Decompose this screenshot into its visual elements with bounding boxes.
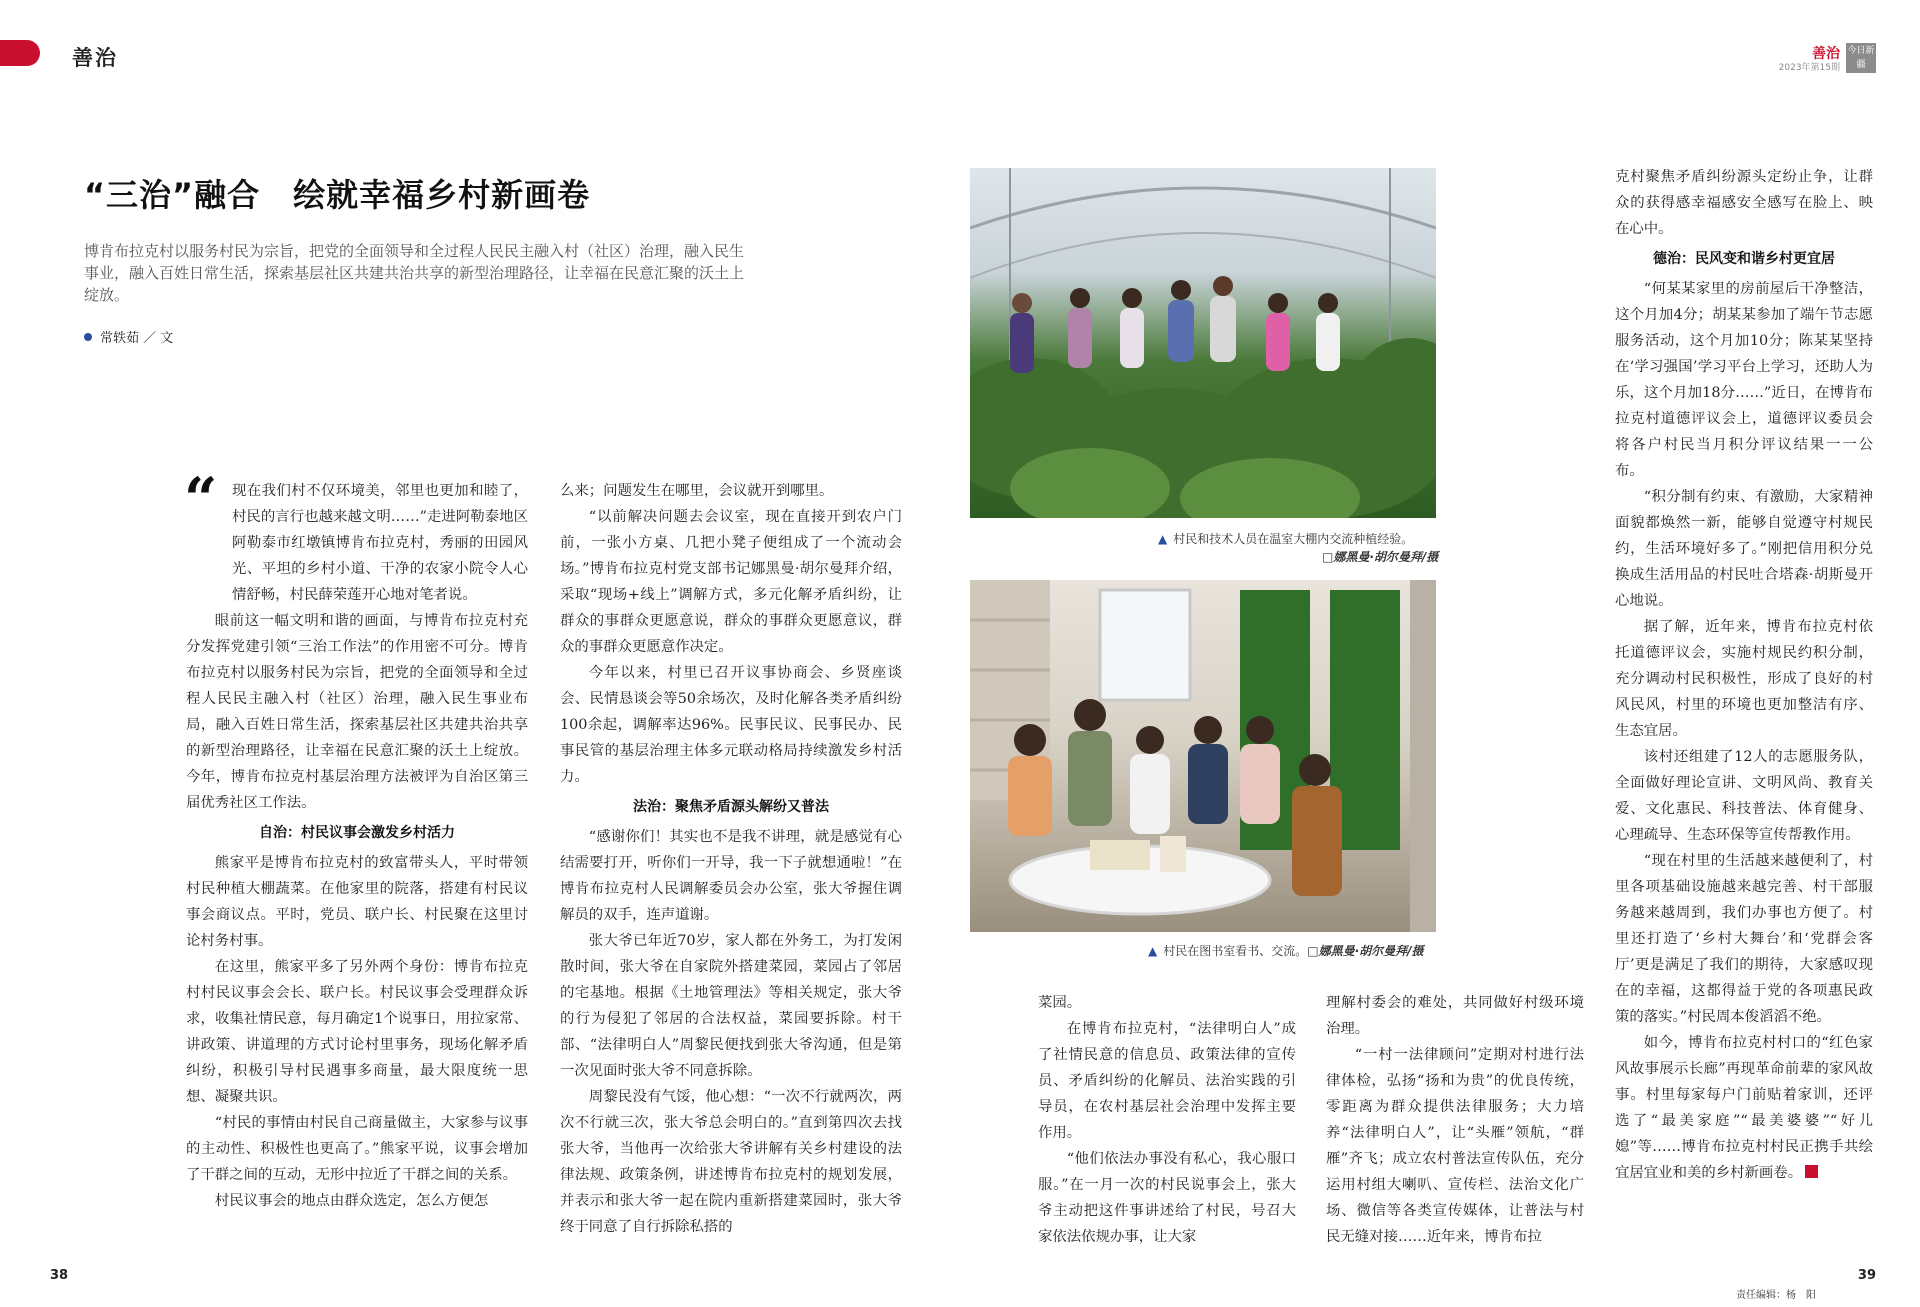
- article-title: “三治”融合 绘就幸福乡村新画卷: [84, 176, 591, 214]
- column-4: [1326, 990, 1584, 1250]
- header-right: [1756, 43, 1876, 73]
- paragraph: “何某某家里的房前屋后干净整洁，这个月加4分；胡某某参加了端午节志愿服务活动，这个月加10分；陈某某坚持在‘学习强国’学习平台上学习，还助人为乐，这个月加18分……”近日，在博肯布拉克村道德评议会上，道德评议委员会将各户村民当月积分评议结果一一公布。: [1615, 281, 1873, 479]
- photo2-caption-text: 村民在图书室看书、交流。: [1163, 944, 1308, 958]
- paragraph: 眼前这一幅文明和谐的画面，与博肯布拉克村充分发挥党建引领“三治工作法”的作用密不可分。博肯布拉克村以服务村民为宗旨，把党的全面领导和全过程人民民主融入村（社区）治理，融入民生事业布局，融入百姓日常生活，探索基层社区共建共治共享的新型治理路径，让幸福在民意汇聚的沃土上绽放。今年，博肯布拉克村基层治理方法被评为自治区第三届优秀社区工作法。: [186, 613, 528, 811]
- paragraph: “现在村里的生活越来越便利了，村里各项基础设施越来越完善、村干部服务越来越周到，我们办事也方便了。村里还打造了‘乡村大舞台’和‘党群会客厅’更是满足了我们的期待，大家感叹现在的幸福，这都得益于党的各项惠民政策的落实。”村民周本俊滔滔不绝。: [1615, 853, 1873, 1025]
- paragraph: 据了解，近年来，博肯布拉克村依托道德评议会，实施村规民约积分制，充分调动村民积极性，形成了良好的村风民风，村里的环境也更加整洁有序、生态宜居。: [1615, 619, 1873, 739]
- photo1-caption-text: 村民和技术人员在温室大棚内交流种植经验。: [1173, 532, 1414, 546]
- paragraph: [1615, 1030, 1873, 1186]
- paragraph: 今年以来，村里已召开议事协商会、乡贤座谈会、民情恳谈会等50余场次，及时化解各类矛盾纠纷100余起，调解率达96%。民事民议、民事民办、民事民管的基层治理主体多元联动格局持续激发乡村活力。: [560, 665, 902, 785]
- section-heading-autonomy: 自治：村民议事会激发乡村活力: [259, 825, 455, 841]
- byline: [84, 327, 173, 346]
- paragraph: 菜园。: [1038, 995, 1082, 1011]
- paragraph: 现在我们村不仅环境美，邻里也更加和睦了，村民的言行也越来越文明……”走进阿勒泰地区阿勒泰市红墩镇博肯布拉克村，秀丽的田园风光、平坦的乡村小道、干净的农家小院令人心情舒畅，村民薛荣莲开心地对笔者说。: [232, 483, 528, 603]
- page-number-left: 38: [50, 1268, 69, 1283]
- paragraph: “村民的事情由村民自己商量做主，大家参与议事的主动性、积极性也更高了。”熊家平说，议事会增加了干群之间的互动，无形中拉近了干群之间的关系。: [186, 1115, 528, 1183]
- paragraph: 么来；问题发生在哪里，会议就开到哪里。: [560, 483, 834, 499]
- section-label-right: 善治: [1812, 46, 1840, 62]
- greenhouse-illustration: [970, 168, 1436, 518]
- paragraph-text: 如今，博肯布拉克村村口的“红色家风故事展示长廊”再现革命前辈的家风故事。村里每家每户门前贴着家训，还评选了“最美家庭”“最美婆婆”“好儿媳”等……博肯布拉克村村民正携手共绘宜居宜业和美的乡村新画卷。: [1615, 1035, 1873, 1181]
- section-label-left: 善治: [72, 45, 118, 70]
- end-mark-icon: [1805, 1165, 1818, 1178]
- photo1-caption: [1158, 530, 1413, 547]
- greenhouse-photo: [970, 168, 1436, 518]
- paragraph: “一村一法律顾问”定期对村进行法律体检，弘扬“扬和为贵”的优良传统，零距离为群众提供法律服务；大力培养“法律明白人”，让“头雁”领航，“群雁”齐飞；成立农村普法宣传队伍，充分运用村组大喇叭、宣传栏、法治文化广场、微信等各类宣传媒体，让普法与村民无缝对接……近年来，博肯布拉: [1326, 1047, 1584, 1245]
- paragraph: “积分制有约束、有激励，大家精神面貌都焕然一新，能够自觉遵守村规民约，生活环境好多了。”刚把信用积分兑换成生活用品的村民吐合塔森·胡斯曼开心地说。: [1615, 489, 1873, 609]
- photo1-credit-text: □娜黑曼·胡尔曼拜/摄: [1322, 550, 1439, 564]
- paragraph: 周黎民没有气馁，他心想：“一次不行就两次，两次不行就三次，张大爷总会明白的。”直到第四次去找张大爷，当他再一次给张大爷讲解有关乡村建设的法律法规、政策条例，讲述博肯布拉克村的规划发展，并表示和张大爷一起在院内重新搭建菜园时，张大爷终于同意了自行拆除私搭的: [560, 1089, 902, 1235]
- paragraph: 该村还组建了12人的志愿服务队，全面做好理论宣讲、文明风尚、教育关爱、文化惠民、科技普法、体育健身、心理疏导、生态环保等宣传帮教作用。: [1615, 749, 1873, 843]
- paragraph: 张大爷已年近70岁，家人都在外务工，为打发闲散时间，张大爷在自家院外搭建菜园，菜园占了邻居的宅基地。根据《土地管理法》等相关规定，张大爷的行为侵犯了邻居的合法权益，菜园要拆除。村干部、“法律明白人”周黎民便找到张大爷沟通，但是第一次见面时张大爷不同意拆除。: [560, 933, 902, 1079]
- paragraph: 在这里，熊家平多了另外两个身份：博肯布拉克村村民议事会会长、联户长。村民议事会受理群众诉求，收集社情民意，每月确定1个说事日，用拉家常、讲政策、讲道理的方式讨论村里事务，现场化解矛盾纠纷，积极引导村民遇事多商量，最大限度统一思想、凝聚共识。: [186, 959, 528, 1105]
- magazine-logo: 今日新疆: [1846, 43, 1876, 73]
- paragraph: “感谢你们！其实也不是我不讲理，就是感觉有心结需要打开，听你们一开导，我一下子就想通啦！”在博肯布拉克村人民调解委员会办公室，张大爷握住调解员的双手，连声道谢。: [560, 829, 902, 923]
- paragraph: 村民议事会的地点由群众选定，怎么方便怎: [214, 1193, 489, 1209]
- issue-label: 2023年第15期: [1778, 63, 1840, 73]
- library-photo: [970, 580, 1436, 932]
- paragraph: 在博肯布拉克村，“法律明白人”成了社情民意的信息员、政策法律的宣传员、矛盾纠纷的化解员、法治实践的引导员，在农村基层社会治理中发挥主要作用。: [1038, 1021, 1296, 1141]
- bullet-dot-icon: [84, 333, 92, 341]
- triangle-up-icon: ▲: [1148, 944, 1158, 958]
- paragraph: “以前解决问题去会议室，现在直接开到农户门前，一张小方桌、几把小凳子便组成了一个流动会场。”博肯布拉克村党支部书记娜黑曼·胡尔曼拜介绍，采取“现场+线上”调解方式，多元化解矛盾纠纷，让群众的事群众更愿意说，群众的事群众更愿意议，群众的事群众更愿意作决定。: [560, 509, 902, 655]
- paragraph: “他们依法办事没有私心，我心服口服。”在一月一次的村民说事会上，张大爷主动把这件事讲述给了村民，号召大家依法依规办事，让大家: [1038, 1151, 1296, 1245]
- byline-text: 常轶茹 ／ 文: [100, 331, 174, 346]
- photo2-caption: [1148, 942, 1424, 959]
- section-heading-rule-of-law: 法治：聚焦矛盾源头解纷又普法: [633, 799, 829, 815]
- photo2-credit-text: □娜黑曼·胡尔曼拜/摄: [1307, 944, 1424, 958]
- page-number-right: 39: [1857, 1268, 1876, 1283]
- column-5: [1615, 164, 1873, 1186]
- paragraph: 克村聚焦矛盾纠纷源头定纷止争，让群众的获得感幸福感安全感写在脸上、映在心中。: [1615, 169, 1873, 237]
- section-tab-marker: [0, 40, 40, 66]
- photo1-credit: [1322, 548, 1438, 565]
- triangle-up-icon: ▲: [1158, 532, 1168, 546]
- section-heading-morality: 德治：民风变和谐乡村更宜居: [1653, 251, 1835, 267]
- quote-mark: “: [184, 465, 218, 533]
- column-2: [560, 478, 902, 1240]
- article-lead: 博肯布拉克村以服务村民为宗旨，把党的全面领导和全过程人民民主融入村（社区）治理，融入民生事业，融入百姓日常生活，探索基层社区共建共治共享的新型治理路径，让幸福在民意汇聚的沃土上绽放。: [84, 242, 745, 304]
- responsible-editor: 责任编辑：杨 阳: [1736, 1290, 1816, 1301]
- column-1: [186, 478, 528, 1214]
- column-3: [1038, 990, 1296, 1250]
- paragraph: 理解村委会的难处，共同做好村级环境治理。: [1326, 995, 1584, 1037]
- library-illustration: [970, 580, 1436, 932]
- paragraph: 熊家平是博肯布拉克村的致富带头人，平时带领村民种植大棚蔬菜。在他家里的院落，搭建有村民议事会商议点。平时，党员、联户长、村民聚在这里讨论村务村事。: [186, 855, 528, 949]
